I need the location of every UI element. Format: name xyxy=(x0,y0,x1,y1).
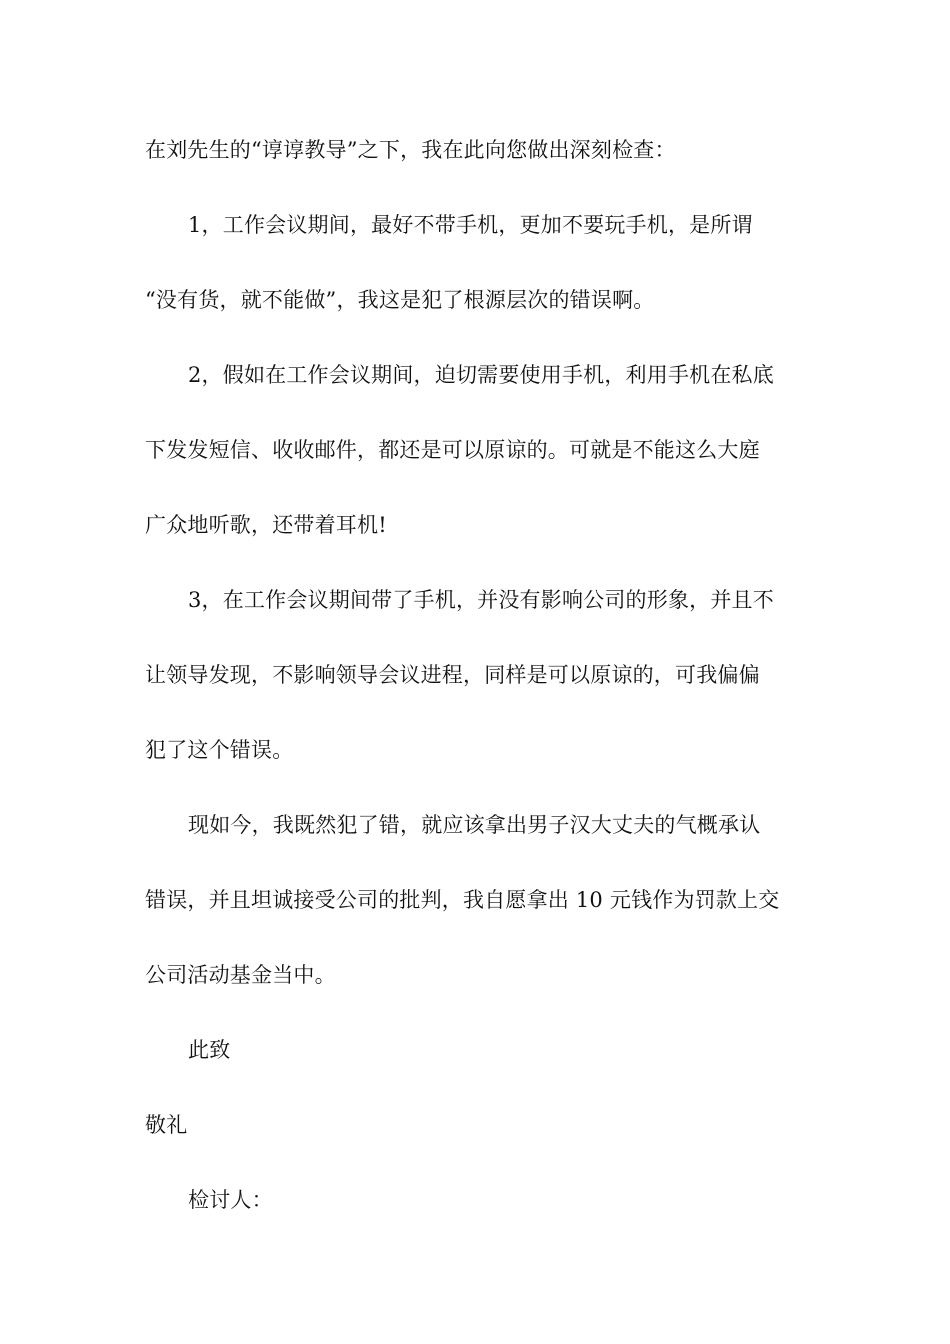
item-3-line-2: 让领导发现，不影响领导会议进程，同样是可以原谅的，可我偏偏 xyxy=(145,663,760,687)
signature-label: 检讨人： xyxy=(188,1188,273,1212)
item-3-line-3: 犯了这个错误。 xyxy=(145,738,294,762)
item-2-line-3: 广众地听歌，还带着耳机! xyxy=(145,513,387,537)
item-2-line-2: 下发发短信、收收邮件，都还是可以原谅的。可就是不能这么大庭 xyxy=(145,438,760,462)
conclusion-line-3: 公司活动基金当中。 xyxy=(145,963,336,987)
item-1-line-1: 1，工作会议期间，最好不带手机，更加不要玩手机，是所谓 xyxy=(188,213,753,237)
item-2-line-1: 2，假如在工作会议期间，迫切需要使用手机，利用手机在私底 xyxy=(188,363,774,387)
conclusion-line-1: 现如今，我既然犯了错，就应该拿出男子汉大丈夫的气概承认 xyxy=(188,813,761,837)
closing-regards: 敬礼 xyxy=(145,1113,188,1137)
item-1-line-2: “没有货，就不能做”，我这是犯了根源层次的错误啊。 xyxy=(145,288,655,312)
closing-salutation: 此致 xyxy=(188,1038,231,1062)
conclusion-line-2: 错误，并且坦诚接受公司的批判，我自愿拿出 10 元钱作为罚款上交 xyxy=(145,888,780,912)
intro-line: 在刘先生的“谆谆教导”之下，我在此向您做出深刻检查： xyxy=(145,138,676,162)
item-3-line-1: 3，在工作会议期间带了手机，并没有影响公司的形象，并且不 xyxy=(188,588,774,612)
